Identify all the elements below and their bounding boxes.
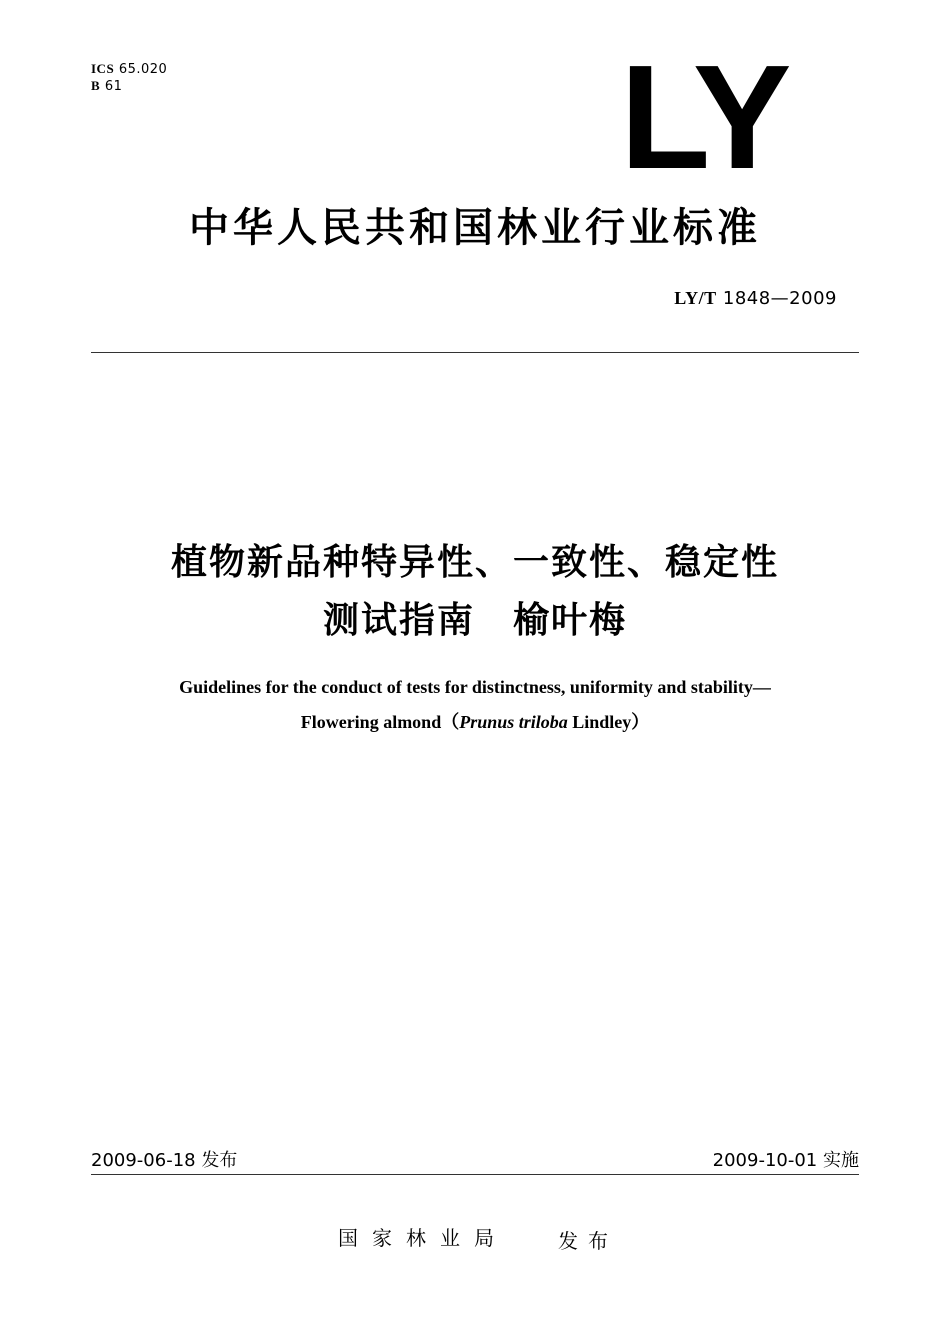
industry-standard-title: 中华人民共和国林业行业标准 — [189, 205, 761, 251]
clc-label: B — [91, 78, 101, 93]
clc-value: 61 — [104, 79, 123, 94]
effective-date: 2009-10-01 实施 — [712, 1150, 859, 1171]
issuing-action: 发布 — [558, 1229, 618, 1253]
issue-date: 2009-06-18 发布 — [91, 1150, 238, 1171]
english-title-author: Lindley） — [567, 712, 650, 732]
standard-year: 1848—2009 — [722, 288, 837, 309]
issuing-authority: 国家林业局 — [338, 1226, 508, 1250]
ics-value: 65.020 — [118, 62, 168, 77]
english-title-species: Prunus triloba — [459, 712, 568, 732]
clc-code — [91, 78, 122, 95]
top-divider — [91, 352, 859, 353]
ly-logo: LY — [620, 35, 788, 200]
chinese-title-line-1: 植物新品种特异性、一致性、稳定性 — [170, 542, 779, 583]
english-title-line-1: Guidelines for the conduct of tests for distinctness, uniformity and stability— — [179, 677, 771, 697]
ics-label: ICS — [91, 61, 115, 76]
english-title-line-2 — [0, 708, 950, 734]
ics-code — [91, 61, 167, 78]
standard-code: LY/T — [674, 288, 717, 308]
standard-number — [674, 288, 837, 309]
english-title-common-name: Flowering almond（ — [300, 712, 460, 732]
bottom-divider — [91, 1174, 859, 1175]
chinese-title-line-2: 测试指南 榆叶梅 — [322, 600, 627, 641]
